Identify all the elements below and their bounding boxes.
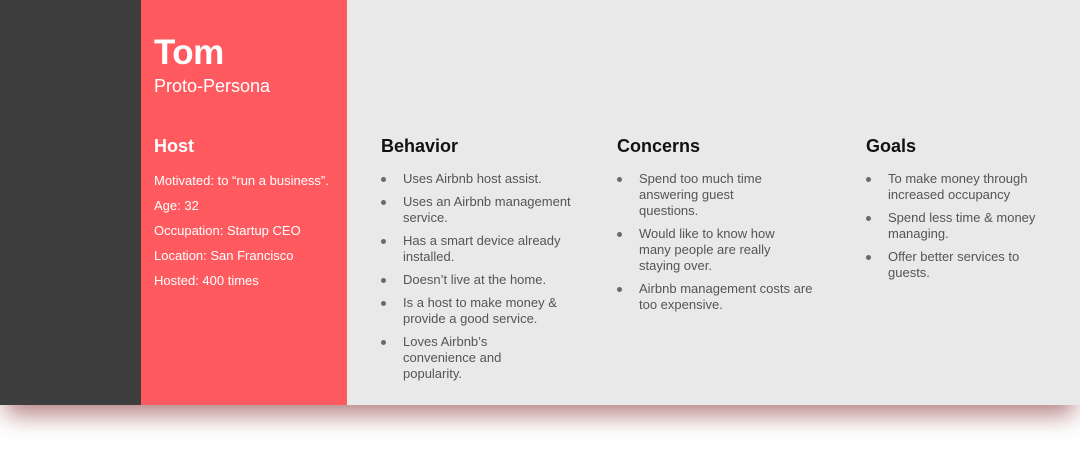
goals-heading: Goals (866, 136, 917, 156)
list-item (381, 334, 581, 382)
list-item (866, 171, 1066, 203)
list-item (617, 171, 827, 219)
behavior-column (381, 136, 581, 389)
list-item-text: Offer better services to guests. (888, 249, 1020, 280)
list-item-text: Uses Airbnb host assist. (403, 171, 542, 186)
list-item-text: Loves Airbnb’s convenience and popularity. (403, 334, 502, 381)
list-item-text: Airbnb management costs are too expensive. (639, 281, 813, 312)
persona-detail-occupation: Occupation: Startup CEO (154, 223, 301, 238)
list-item-text: Has a smart device already installed. (403, 233, 561, 264)
list-item-text: Doesn’t live at the home. (403, 272, 547, 287)
list-item (617, 281, 827, 313)
bullet-icon (381, 239, 386, 244)
bullet-icon (866, 216, 871, 221)
concerns-list (617, 171, 827, 313)
list-item (381, 272, 581, 288)
list-item-text: Spend too much time answering guest questions. (639, 171, 762, 218)
list-item (866, 249, 1066, 281)
behavior-heading: Behavior (381, 136, 459, 156)
list-item (866, 210, 1066, 242)
bullet-icon (381, 278, 386, 283)
persona-role-heading: Host (154, 136, 194, 156)
behavior-list (381, 171, 581, 382)
list-item-text: To make money through increased occupancy (888, 171, 1028, 202)
persona-detail-motivation: Motivated: to “run a business”. (154, 173, 329, 188)
bullet-icon (617, 232, 622, 237)
persona-detail-age: Age: 32 (154, 198, 199, 213)
list-item (381, 171, 581, 187)
bullet-icon (381, 200, 386, 205)
list-item (617, 226, 827, 274)
persona-panel (141, 0, 347, 405)
persona-subtitle: Proto-Persona (154, 76, 271, 96)
bullet-icon (381, 177, 386, 182)
list-item-text: Is a host to make money & provide a good service. (403, 295, 557, 326)
concerns-heading: Concerns (617, 136, 701, 156)
persona-name: Tom (154, 33, 224, 72)
goals-column (866, 136, 1066, 288)
bullet-icon (381, 340, 386, 345)
list-item (381, 194, 581, 226)
persona-detail-location: Location: San Francisco (154, 248, 294, 263)
dark-side-bar (0, 0, 141, 405)
list-item (381, 295, 581, 327)
bullet-icon (617, 287, 622, 292)
bullet-icon (866, 177, 871, 182)
concerns-column (617, 136, 827, 320)
bullet-icon (617, 177, 622, 182)
persona-details (154, 172, 334, 297)
list-item-text: Uses an Airbnb management service. (403, 194, 571, 225)
bullet-icon (381, 301, 386, 306)
list-item-text: Would like to know how many people are really staying over. (639, 226, 775, 273)
list-item-text: Spend less time & money managing. (888, 210, 1036, 241)
persona-detail-hosted: Hosted: 400 times (154, 273, 259, 288)
list-item (381, 233, 581, 265)
bullet-icon (866, 255, 871, 260)
goals-list (866, 171, 1066, 281)
persona-content (347, 0, 1080, 405)
